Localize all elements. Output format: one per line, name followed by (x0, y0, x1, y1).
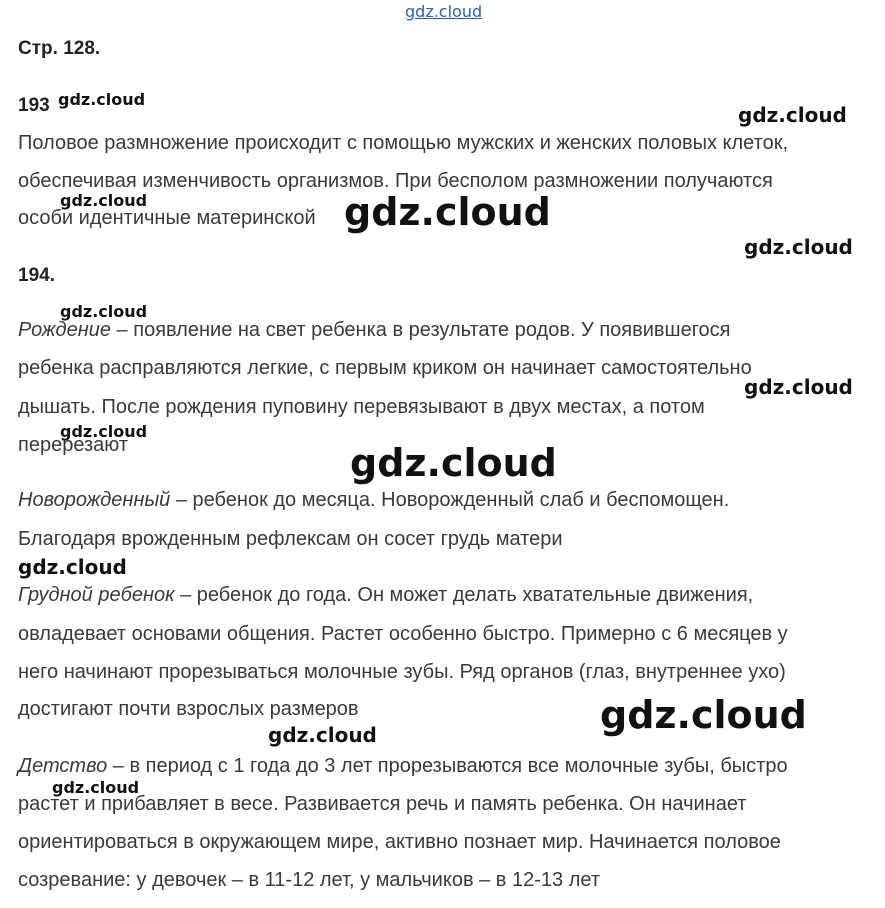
term-birth: Рождение (18, 319, 111, 341)
entry-infant-line-3: него начинают прорезываться молочные зубы. Ряд органов (глаз, внутреннее ухо) (18, 661, 786, 683)
entry-birth-line-4: перерезают (18, 434, 129, 456)
entry-infant-line-2: овладевает основами общения. Растет особенно быстро. Примерно с 6 месяцев у (18, 623, 788, 645)
page-reference: Стр. 128. (18, 38, 101, 59)
watermark: gdz.cloud (738, 103, 847, 127)
exercise-193-line-2: обеспечивая изменчивость организмов. При бесполом размножении получаются (18, 170, 773, 192)
watermark: gdz.cloud (60, 422, 148, 441)
watermark: gdz.cloud (268, 723, 377, 747)
watermark: gdz.cloud (744, 235, 853, 259)
watermark: gdz.cloud (600, 693, 807, 737)
exercise-193-number: 193 (18, 95, 50, 116)
entry-newborn-line-2: Благодаря врожденным рефлексам он сосет грудь матери (18, 528, 563, 550)
entry-birth-line-3: дышать. После рождения пуповину перевязывают в двух местах, а потом (18, 396, 705, 418)
term-newborn: Новорожденный (18, 489, 171, 511)
watermark: gdz.cloud (60, 191, 148, 210)
entry-birth-line-2: ребенка расправляются легкие, с первым криком он начинает самостоятельно (18, 357, 752, 379)
watermark: gdz.cloud (344, 190, 551, 234)
watermark-link[interactable]: gdz.cloud (405, 2, 483, 21)
watermark: gdz.cloud (744, 375, 853, 399)
entry-infant-line-4: достигают почти взрослых размеров (18, 698, 359, 720)
watermark: gdz.cloud (60, 302, 148, 321)
term-childhood: Детство (18, 755, 108, 777)
exercise-193-line-3: особи идентичные материнской (18, 207, 316, 229)
entry-infant-line-1: Грудной ребенок – ребенок до года. Он может делать хватательные движения, (18, 584, 754, 606)
entry-newborn-line-1: Новорожденный – ребенок до месяца. Новорожденный слаб и беспомощен. (18, 489, 730, 511)
entry-birth-line-1: Рождение – появление на свет ребенка в результате родов. У появившегося (18, 319, 731, 341)
entry-childhood-line-3: ориентироваться в окружающем мире, активно познает мир. Начинается половое (18, 831, 781, 853)
exercise-194-number: 194. (18, 265, 55, 286)
watermark: gdz.cloud (18, 555, 127, 579)
watermark: gdz.cloud (58, 90, 146, 109)
entry-childhood-line-2: растет и прибавляет в весе. Развивается речь и память ребенка. Он начинает (18, 793, 747, 815)
watermark: gdz.cloud (52, 778, 140, 797)
term-infant: Грудной ребенок (18, 584, 175, 606)
exercise-193-line-1: Половое размножение происходит с помощью мужских и женских половых клеток, (18, 132, 789, 154)
watermark: gdz.cloud (350, 441, 557, 485)
entry-childhood-line-4: созревание: у девочек – в 11-12 лет, у мальчиков – в 12-13 лет (18, 869, 600, 891)
entry-childhood-line-1: Детство – в период с 1 года до 3 лет прорезываются все молочные зубы, быстро (18, 755, 788, 777)
